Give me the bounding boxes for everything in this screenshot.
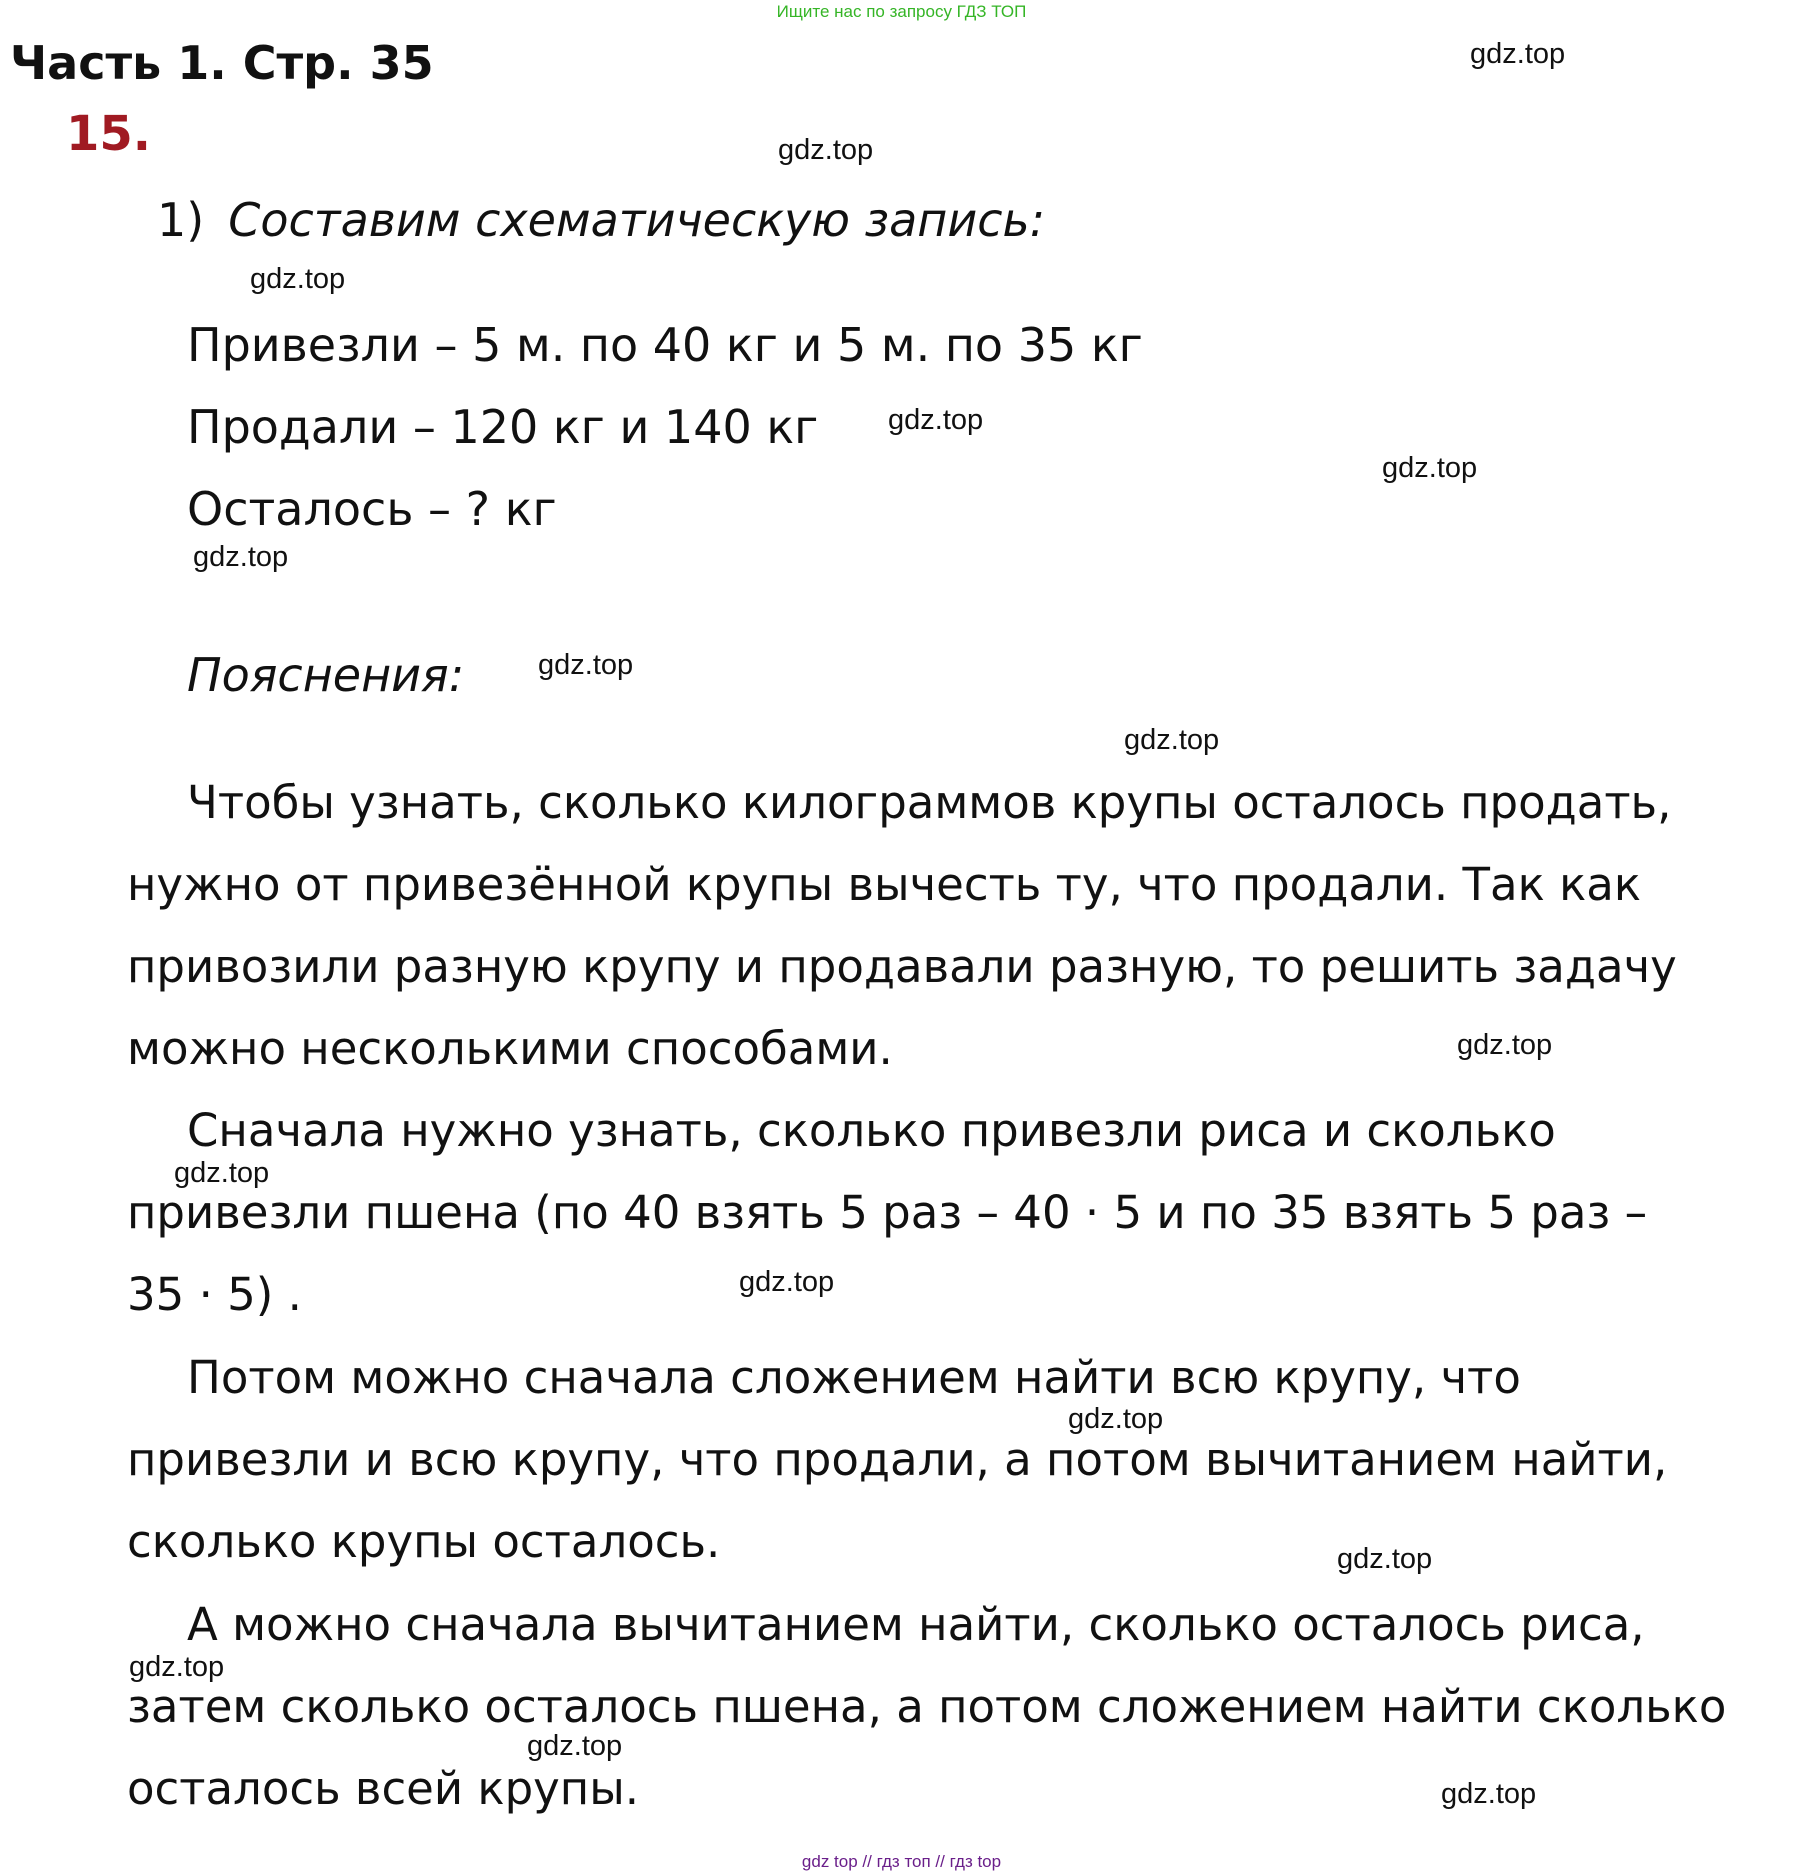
- step-title: Составим схематическую запись:: [228, 193, 1046, 247]
- step-heading: [157, 193, 1045, 247]
- watermark: gdz.top: [739, 1266, 835, 1298]
- paragraph-2-line-2: привезли пшена (по 40 взять 5 раз – 40 · 5 и по 35 взять 5 раз –: [127, 1186, 1648, 1239]
- footer-links: gdz top // гдз топ // гдз top: [801, 1852, 1002, 1871]
- watermark: gdz.top: [250, 263, 346, 295]
- step-number: 1): [157, 193, 205, 247]
- paragraph-4-line-2: затем сколько осталось пшена, а потом сложением найти сколько: [127, 1680, 1727, 1733]
- page-title: Часть 1. Стр. 35: [10, 36, 434, 90]
- paragraph-1-line-4: можно несколькими способами.: [127, 1022, 893, 1075]
- watermark: gdz.top: [1382, 452, 1478, 484]
- watermark: gdz.top: [1068, 1403, 1164, 1435]
- paragraph-2-line-3: 35 · 5) .: [127, 1268, 302, 1321]
- paragraph-2-line-1: Сначала нужно узнать, сколько привезли риса и сколько: [187, 1104, 1556, 1157]
- watermark: gdz.top: [888, 404, 984, 436]
- watermark: gdz.top: [1441, 1778, 1537, 1810]
- paragraph-3-line-3: сколько крупы осталось.: [127, 1515, 721, 1568]
- watermark: gdz.top: [1457, 1029, 1553, 1061]
- paragraph-1-line-2: нужно от привезённой крупы вычесть ту, что продали. Так как: [127, 858, 1642, 911]
- watermark: gdz.top: [527, 1730, 623, 1762]
- watermark: gdz.top: [1124, 724, 1220, 756]
- scheme-line-sold: Продали – 120 кг и 140 кг: [187, 400, 819, 454]
- task-number: 15.: [66, 106, 152, 162]
- watermark: gdz.top: [174, 1157, 270, 1189]
- paragraph-1-line-3: привозили разную крупу и продавали разную, то решить задачу: [127, 940, 1677, 993]
- watermark: gdz.top: [778, 134, 874, 166]
- watermark: gdz.top: [1470, 38, 1566, 70]
- watermark: gdz.top: [1337, 1543, 1433, 1575]
- scheme-line-left: Осталось – ? кг: [187, 482, 557, 536]
- paragraph-3-line-2: привезли и всю крупу, что продали, а потом вычитанием найти,: [127, 1433, 1668, 1486]
- watermark: gdz.top: [129, 1651, 225, 1683]
- top-banner: Ищите нас по запросу ГДЗ ТОП: [776, 2, 1027, 21]
- paragraph-4-line-3: осталось всей крупы.: [127, 1762, 640, 1815]
- watermark: gdz.top: [538, 649, 634, 681]
- paragraph-3-line-1: Потом можно сначала сложением найти всю крупу, что: [187, 1351, 1521, 1404]
- explanation-heading: Пояснения:: [187, 648, 465, 702]
- scheme-line-brought: Привезли – 5 м. по 40 кг и 5 м. по 35 кг: [187, 318, 1143, 372]
- paragraph-1-line-1: Чтобы узнать, сколько килограммов крупы осталось продать,: [187, 776, 1672, 829]
- paragraph-4-line-1: А можно сначала вычитанием найти, сколько осталось риса,: [187, 1598, 1645, 1651]
- watermark: gdz.top: [193, 541, 289, 573]
